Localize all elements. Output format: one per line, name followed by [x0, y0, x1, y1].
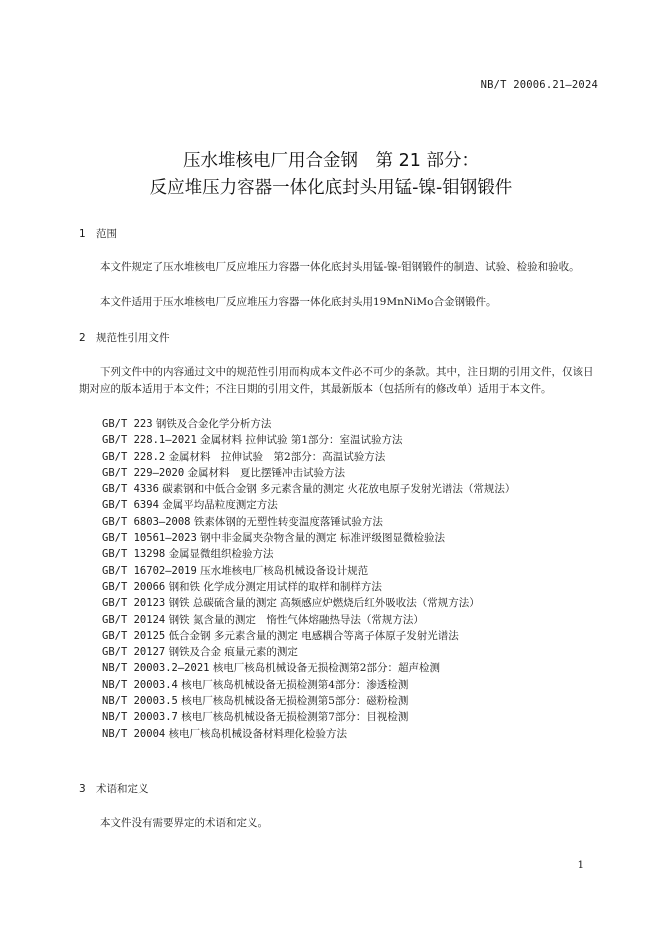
reference-item — [102, 709, 515, 725]
reference-code: GB/T 16702—2019 — [102, 564, 197, 577]
document-title-line-2: 反应堆压力容器一体化底封头用锰-镍-钼钢锻件 — [149, 178, 513, 198]
reference-code: GB/T 10561—2023 — [102, 532, 197, 545]
reference-item — [102, 726, 515, 742]
section-1-paragraph-1: 本文件规定了压水堆核电厂反应堆压力容器一体化底封头用锰-镍-钼钢锻件的制造、试验、检验和验收。 — [100, 261, 580, 273]
reference-item — [102, 693, 515, 709]
reference-code: NB/T 20003.7 — [102, 711, 178, 724]
reference-title: 金属材料 拉伸试验 第2部分：高温试验方法 — [168, 450, 386, 463]
reference-item — [102, 595, 515, 611]
section-3-number: 3 — [79, 783, 86, 795]
reference-code: GB/T 20066 — [102, 580, 166, 593]
reference-code: GB/T 20124 — [102, 613, 166, 626]
reference-item — [102, 481, 515, 497]
reference-title: 碳素钢和中低合金钢 多元素含量的测定 火花放电原子发射光谱法（常规法） — [162, 483, 516, 496]
reference-title: 钢铁及合金 痕量元素的测定 — [168, 646, 298, 659]
reference-item — [102, 546, 515, 562]
section-3-heading — [79, 781, 149, 796]
reference-item — [102, 514, 515, 530]
reference-title: 钢中非金属夹杂物含量的测定 标准评级图显微检验法 — [200, 532, 446, 545]
section-3-title: 术语和定义 — [96, 783, 149, 795]
reference-code: GB/T 13298 — [102, 548, 166, 561]
reference-item — [102, 530, 515, 546]
standard-number: NB/T 20006.21—2024 — [480, 79, 598, 91]
reference-item — [102, 677, 515, 693]
reference-item — [102, 449, 515, 465]
reference-item — [102, 628, 515, 644]
reference-title: 钢和铁 化学成分测定用试样的取样和制样方法 — [168, 580, 382, 593]
reference-item — [102, 497, 515, 513]
reference-title: 核电厂核岛机械设备无损检测第4部分：渗透检测 — [181, 678, 409, 691]
document-title-line-1: 压水堆核电厂用合金钢 第 21 部分： — [183, 151, 479, 171]
reference-code: GB/T 223 — [102, 418, 153, 430]
reference-code: GB/T 20123 — [102, 597, 166, 610]
reference-item — [102, 612, 515, 628]
page-number: 1 — [577, 860, 584, 871]
section-1-number: 1 — [79, 228, 86, 240]
reference-title: 核电厂核岛机械设备无损检测第5部分：磁粉检测 — [181, 695, 409, 708]
normative-reference-list — [102, 416, 515, 742]
reference-title: 钢铁及合金化学分析方法 — [155, 418, 272, 430]
reference-item — [102, 432, 515, 448]
section-2-number: 2 — [79, 332, 86, 344]
reference-code: GB/T 228.2 — [102, 450, 166, 463]
reference-title: 铁素体钢的无塑性转变温度落锤试验方法 — [193, 515, 383, 528]
reference-code: GB/T 4336 — [102, 483, 159, 496]
reference-title: 金属显微组织检验方法 — [168, 548, 274, 561]
section-2-heading — [79, 330, 170, 345]
reference-item — [102, 660, 515, 676]
reference-item — [102, 563, 515, 579]
reference-code: NB/T 20004 — [102, 727, 166, 740]
section-1-title: 范围 — [96, 228, 117, 240]
section-1-heading — [79, 226, 117, 241]
section-1-paragraph-2: 本文件适用于压水堆核电厂反应堆压力容器一体化底封头用19MnNiMo合金钢锻件。 — [100, 296, 497, 308]
reference-item — [102, 579, 515, 595]
reference-title: 金属材料 拉伸试验 第1部分：室温试验方法 — [200, 434, 403, 447]
section-2-title: 规范性引用文件 — [96, 332, 170, 344]
reference-title: 金属材料 夏比摆锤冲击试验方法 — [187, 466, 346, 479]
reference-code: NB/T 20003.4 — [102, 678, 178, 691]
section-2-intro: 下列文件中的内容通过文中的规范性引用而构成本文件必不可少的条款。其中，注日期的引用文件，仅该日期对应的版本适用于本文件；不注日期的引用文件，其最新版本（包括所有的修改单）适用于本文件。 — [79, 366, 594, 395]
reference-code: NB/T 20003.2—2021 — [102, 662, 210, 675]
reference-title: 核电厂核岛机械设备无损检测第2部分：超声检测 — [212, 662, 440, 675]
reference-code: GB/T 228.1—2021 — [102, 434, 197, 447]
reference-title: 钢铁 氮含量的测定 惰性气体熔融热导法（常规方法） — [168, 613, 424, 626]
reference-code: NB/T 20003.5 — [102, 695, 178, 708]
reference-code: GB/T 229—2020 — [102, 466, 185, 479]
reference-title: 低合金钢 多元素含量的测定 电感耦合等离子体原子发射光谱法 — [168, 629, 459, 642]
reference-title: 金属平均晶粒度测定方法 — [162, 499, 278, 512]
reference-code: GB/T 20127 — [102, 646, 166, 659]
reference-code: GB/T 6394 — [102, 499, 159, 512]
reference-item — [102, 644, 515, 660]
reference-title: 钢铁 总碳硫含量的测定 高频感应炉燃烧后红外吸收法（常规方法） — [168, 597, 480, 610]
section-3-paragraph: 本文件没有需要界定的术语和定义。 — [100, 817, 268, 829]
reference-item — [102, 465, 515, 481]
reference-item — [102, 416, 515, 432]
reference-title: 压水堆核电厂核岛机械设备设计规范 — [200, 564, 369, 577]
reference-code: GB/T 20125 — [102, 629, 166, 642]
reference-title: 核电厂核岛机械设备材料理化检验方法 — [168, 727, 348, 740]
reference-code: GB/T 6803—2008 — [102, 515, 191, 528]
reference-title: 核电厂核岛机械设备无损检测第7部分：目视检测 — [181, 711, 409, 724]
